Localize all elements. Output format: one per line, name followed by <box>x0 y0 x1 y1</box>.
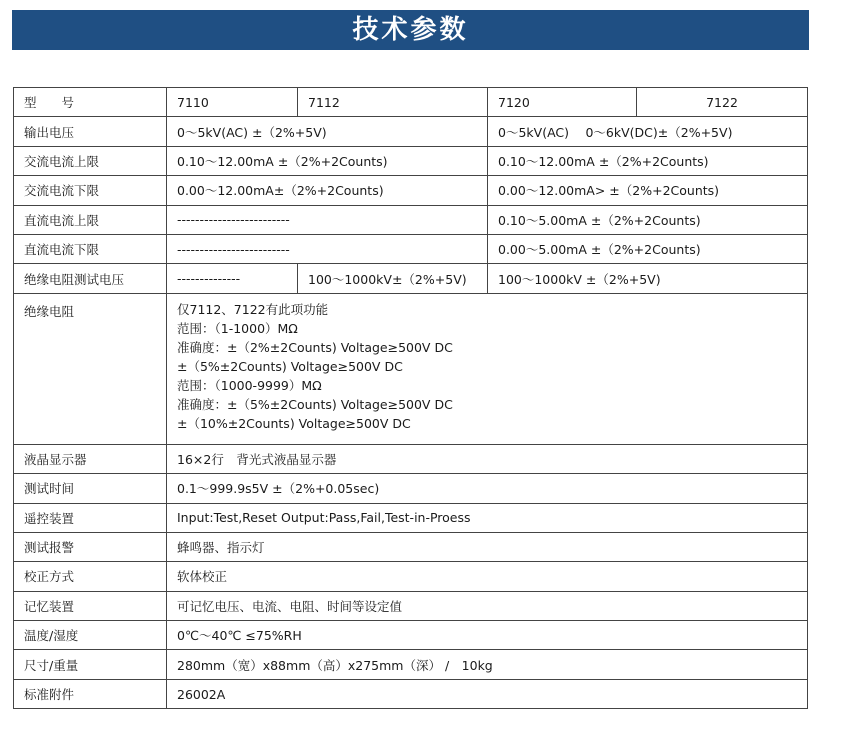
row-label: 测试时间 <box>14 474 167 503</box>
table-row-temp-humidity <box>14 621 808 650</box>
value-7112: 100～1000kV±（2%+5V) <box>298 264 488 293</box>
value-left: ------------------------- <box>167 234 488 263</box>
table-row-accessories <box>14 679 808 708</box>
value-right: 0.10～12.00mA ±（2%+2Counts) <box>488 146 808 175</box>
row-value: 280mm（宽）x88mm（高）x275mm（深） / 10kg <box>167 650 808 679</box>
row-value: 0.1～999.9s5V ±（2%+0.05sec) <box>167 474 808 503</box>
row-label: 交流电流下限 <box>14 176 167 205</box>
insulation-resistance-desc <box>167 293 808 444</box>
row-label: 测试报警 <box>14 532 167 561</box>
table-row-remote <box>14 503 808 532</box>
desc-line: 准确度：±（5%±2Counts) Voltage≥500V DC <box>177 396 453 412</box>
row-value: 蜂鸣器、指示灯 <box>167 532 808 561</box>
row-label: 绝缘电阻测试电压 <box>14 264 167 293</box>
table-row-model <box>14 88 808 117</box>
row-value: 26002A <box>167 679 808 708</box>
table-row-output-voltage <box>14 117 808 146</box>
desc-line: ±（5%±2Counts) Voltage≥500V DC <box>177 358 403 374</box>
table-row-calibration <box>14 562 808 591</box>
table-row-lcd <box>14 444 808 473</box>
value-left: 0.00～12.00mA±（2%+2Counts) <box>167 176 488 205</box>
value-left: 0.10～12.00mA ±（2%+2Counts) <box>167 146 488 175</box>
value-right: 100～1000kV ±（2%+5V) <box>488 264 808 293</box>
table-row-size-weight <box>14 650 808 679</box>
model-7110: 7110 <box>167 88 298 117</box>
desc-line: 范围：（1000-9999）MΩ <box>177 377 322 393</box>
model-7112: 7112 <box>298 88 488 117</box>
row-label: 校正方式 <box>14 562 167 591</box>
row-label: 液晶显示器 <box>14 444 167 473</box>
table-row-alarm <box>14 532 808 561</box>
row-value: 软体校正 <box>167 562 808 591</box>
value-right: 0.10～5.00mA ±（2%+2Counts) <box>488 205 808 234</box>
spec-table <box>13 87 808 709</box>
desc-line: 范围：（1-1000）MΩ <box>177 320 298 336</box>
desc-line: 准确度：±（2%±2Counts) Voltage≥500V DC <box>177 339 453 355</box>
row-label: 记忆装置 <box>14 591 167 620</box>
desc-line: 仅7112、7122有此项功能 <box>177 301 329 317</box>
row-label: 标准附件 <box>14 679 167 708</box>
table-row-insulation-test-voltage <box>14 264 808 293</box>
row-label: 直流电流上限 <box>14 205 167 234</box>
row-label: 直流电流下限 <box>14 234 167 263</box>
table-row-ac-current-upper <box>14 146 808 175</box>
table-row-test-time <box>14 474 808 503</box>
page-title-banner <box>12 10 809 50</box>
model-7120: 7120 <box>488 88 637 117</box>
row-value: 可记忆电压、电流、电阻、时间等设定值 <box>167 591 808 620</box>
value-7110: -------------- <box>167 264 298 293</box>
row-value: Input:Test,Reset Output:Pass,Fail,Test-in-Proess <box>167 503 808 532</box>
row-label: 绝缘电阻 <box>14 293 167 444</box>
value-right: 0.00～5.00mA ±（2%+2Counts) <box>488 234 808 263</box>
model-7122: 7122 <box>637 88 808 117</box>
row-label: 交流电流上限 <box>14 146 167 175</box>
row-value: 16×2行 背光式液晶显示器 <box>167 444 808 473</box>
desc-line: ±（10%±2Counts) Voltage≥500V DC <box>177 415 411 431</box>
value-right: 0～5kV(AC) 0～6kV(DC)±（2%+5V) <box>488 117 808 146</box>
table-row-insulation-resistance <box>14 293 808 444</box>
table-row-dc-current-lower <box>14 234 808 263</box>
model-label: 型 号 <box>14 88 167 117</box>
row-label: 尺寸/重量 <box>14 650 167 679</box>
table-row-memory <box>14 591 808 620</box>
page-title: 技术参数 <box>352 15 469 45</box>
row-label: 遥控装置 <box>14 503 167 532</box>
value-left: 0～5kV(AC) ±（2%+5V) <box>167 117 488 146</box>
value-left: ------------------------- <box>167 205 488 234</box>
row-label: 输出电压 <box>14 117 167 146</box>
row-value: 0℃～40℃ ≤75%RH <box>167 621 808 650</box>
value-right: 0.00～12.00mA> ±（2%+2Counts) <box>488 176 808 205</box>
table-row-dc-current-upper <box>14 205 808 234</box>
row-label: 温度/湿度 <box>14 621 167 650</box>
table-row-ac-current-lower <box>14 176 808 205</box>
